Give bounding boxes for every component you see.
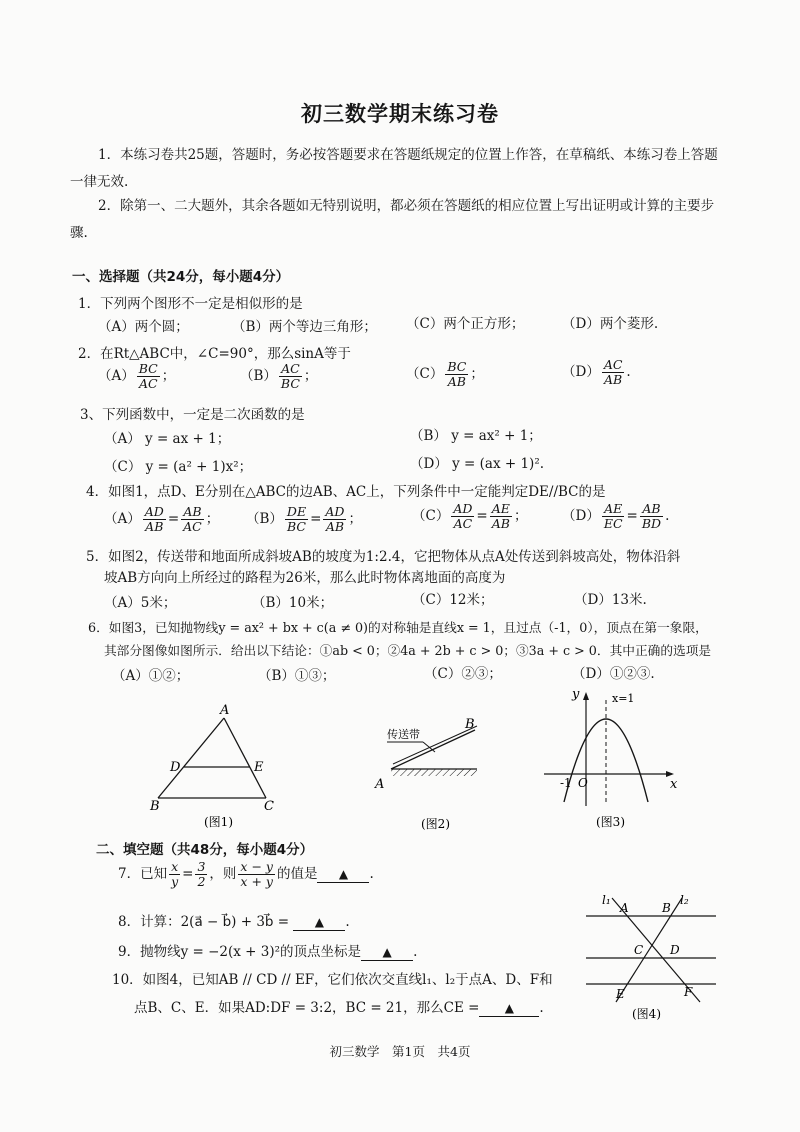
instruction-1: 1．本练习卷共25题，答题时，务必按答题要求在答题纸规定的位置上作答，在草稿纸、本练习卷上答题一律无效. <box>70 147 718 190</box>
q5-option-a: （A）5米； <box>104 595 177 611</box>
label-minus-one: -1 <box>560 776 572 790</box>
q2-option-b: （B） $\frac{AC}{BC}$ ； <box>240 361 318 391</box>
q1-option-c: （C）两个正方形； <box>406 316 525 332</box>
q5-option-b: （B）10米； <box>252 595 334 611</box>
section-2-heading: 二、填空题（共48分，每小题4分） <box>96 842 314 858</box>
q8: 8．计算：2(a⃗ − b⃗) + 3b⃗ = ▲ . <box>118 914 350 930</box>
figure-2-caption: (图2) <box>421 817 450 831</box>
y-axis-arrow <box>583 692 589 700</box>
label-b: B <box>465 717 475 732</box>
q6-line-1: 6．如图3，已知抛物线y = ax² + bx + c(a ≠ 0)的对称轴是直线x = 1，且过点（-1，0），顶点在第一象限， <box>88 620 708 635</box>
label-c: C <box>634 943 644 957</box>
fraction: $\frac{BC}{AC}$ <box>138 361 158 391</box>
q10-line-2: 点B、C、E．如果AD:DF = 3:2，BC = 21，那么CE = ▲ . <box>134 1000 544 1016</box>
side-ab <box>158 718 224 798</box>
label-l1: l₁ <box>602 893 611 907</box>
q3-stem: 3、下列函数中，一定是二次函数的是 <box>80 407 305 423</box>
figure-2-slope <box>365 712 505 837</box>
figure-3-caption: (图3) <box>596 815 625 829</box>
q5-line-1: 5．如图2，传送带和地面所成斜坡AB的坡度为1:2.4，它把物体从点A处传送到斜坡高处，物体沿斜 <box>86 549 681 565</box>
label-b: B <box>662 901 671 915</box>
q2-option-c: （C） $\frac{BC}{AB}$ ； <box>406 359 484 389</box>
q3-option-d: （D） y = (ax + 1)². <box>410 456 545 472</box>
label-origin: O <box>578 776 588 790</box>
label-symmetry: x=1 <box>612 692 635 705</box>
figure-4-caption: (图4) <box>632 1007 661 1021</box>
label-e: E <box>254 760 264 775</box>
q4-option-d: （D） $\frac{AE}{EC}$ = $\frac{AB}{BD}$ . <box>562 501 670 531</box>
q5-option-d: （D）13米. <box>574 592 647 608</box>
section-1-heading: 一、选择题（共24分，每小题4分） <box>72 269 290 285</box>
q6-option-c: （C）②③； <box>424 666 502 682</box>
q1-stem: 1．下列两个图形不一定是相似形的是 <box>78 296 303 312</box>
fraction: $\frac{AC}{AB}$ <box>603 357 623 387</box>
answer-blank: ▲ <box>479 1000 539 1017</box>
q6-option-d: （D）①②③. <box>572 666 655 682</box>
label-l2: l₂ <box>680 893 689 907</box>
q1-option-d: （D）两个菱形. <box>562 316 659 332</box>
q4-stem: 4．如图1，点D、E分别在△ABC的边AB、AC上，下列条件中一定能判定DE//BC的是 <box>86 484 606 500</box>
q6-option-b: （B）①③； <box>258 668 336 684</box>
figure-1-caption: (图1) <box>204 815 233 829</box>
q4-option-a: （A） $\frac{AD}{AB}$ = $\frac{AB}{AC}$ ； <box>104 504 220 534</box>
label-c: C <box>264 799 274 814</box>
label-f: F <box>684 985 693 999</box>
label-conveyor: 传送带 <box>387 728 420 741</box>
q7: 7．已知 $\frac{x}{y}$ = $\frac{3}{2}$ ，则 $\frac{x - y}{x + y}$ 的值是 ▲ . <box>118 859 374 889</box>
label-y: y <box>572 687 580 702</box>
q10-line-1: 10．如图4，已知AB // CD // EF，它们依次交直线l₁、l₂于点A、D、F和 <box>112 972 553 988</box>
label-e: E <box>616 987 625 1001</box>
label-x: x <box>670 777 678 792</box>
q4-option-b: （B） $\frac{DE}{BC}$ = $\frac{AD}{AB}$ ； <box>246 504 362 534</box>
side-ac <box>224 718 266 798</box>
instruction-2: 2．除第一、二大题外，其余各题如无特别说明，都必须在答题纸的相应位置上写出证明或计算的主要步骤. <box>70 198 715 241</box>
ground-hatch <box>391 769 477 776</box>
q1-option-a: （A）两个圆； <box>98 319 189 335</box>
q5-option-c: （C）12米； <box>412 592 494 608</box>
figure-1-triangle <box>140 700 290 830</box>
label-a: A <box>375 777 385 792</box>
fraction: $\frac{AC}{BC}$ <box>280 361 300 391</box>
figure-4-parallel-lines <box>582 890 732 1025</box>
q9: 9．抛物线y = −2(x + 3)²的顶点坐标是 ▲ . <box>118 944 418 960</box>
q4-option-c: （C） $\frac{AD}{AC}$ = $\frac{AE}{AB}$ ； <box>412 501 528 531</box>
answer-blank: ▲ <box>317 866 369 883</box>
label-d: D <box>170 760 181 775</box>
q2-option-d: （D） $\frac{AC}{AB}$ . <box>562 357 631 387</box>
q6-option-a: （A）①②； <box>112 668 190 684</box>
q1-option-b: （B）两个等边三角形； <box>232 319 377 335</box>
page-footer: 初三数学 第1页 共4页 <box>329 1044 471 1059</box>
q2-stem: 2．在Rt△ABC中，∠C=90°，那么sinA等于 <box>78 346 351 362</box>
answer-blank: ▲ <box>293 914 345 931</box>
q3-option-b: （B） y = ax² + 1； <box>410 428 542 444</box>
fraction: $\frac{BC}{AB}$ <box>447 359 467 389</box>
label-pointer <box>423 742 435 752</box>
q3-option-c: （C） y = (a² + 1)x²； <box>104 459 253 475</box>
q2-option-a: （A） $\frac{BC}{AC}$ ； <box>98 361 176 391</box>
answer-blank: ▲ <box>361 944 413 961</box>
label-a: A <box>620 901 629 915</box>
q5-line-2: 坡AB方向向上所经过的路程为26米，那么此时物体离地面的高度为 <box>104 570 506 586</box>
page-title: 初三数学期末练习卷 <box>301 102 499 126</box>
label-d: D <box>670 943 680 957</box>
q3-option-a: （A） y = ax + 1； <box>104 431 231 447</box>
label-a: A <box>220 703 230 718</box>
figure-3-parabola <box>538 686 688 836</box>
q6-line-2: 其部分图像如图所示．给出以下结论：①ab < 0；②4a + 2b + c > 0；③3a + c > 0．其中正确的选项是 <box>104 643 712 658</box>
label-b: B <box>150 799 160 814</box>
